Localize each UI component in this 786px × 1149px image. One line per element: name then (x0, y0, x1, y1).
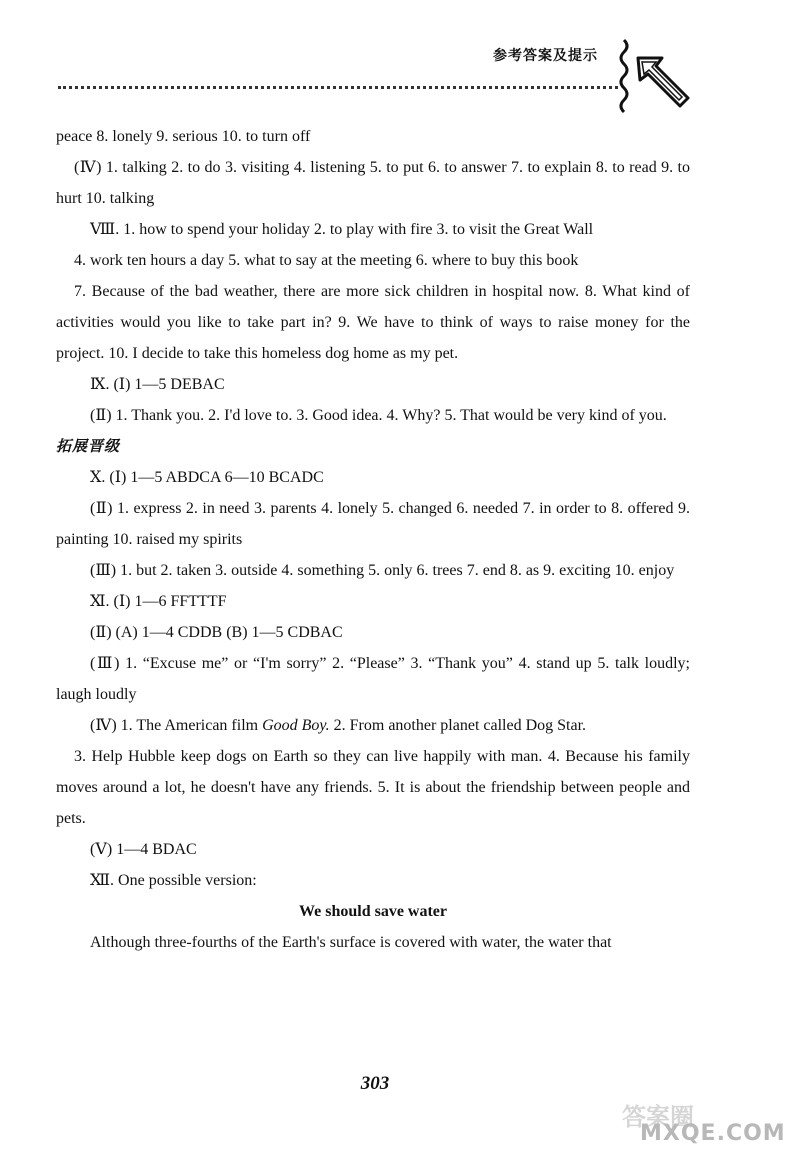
answer-text: (Ⅳ) 1. The American film (90, 717, 263, 734)
answer-line: (Ⅴ) 1—4 BDAC (90, 841, 197, 858)
watermark-text: MXQE.COM (640, 1121, 786, 1146)
answer-line: (Ⅱ) (A) 1—4 CDDB (B) 1—5 CDBAC (90, 624, 343, 641)
answer-line: (Ⅱ) 1. express 2. in need 3. parents 4. lonely 5. changed 6. needed 7. in order to 8. offered 9. painting 10. raised my spirits (56, 500, 690, 548)
watermark-glyphs: 答案圈 (622, 1103, 694, 1131)
answer-line: Ⅷ. 1. how to spend your holiday 2. to play with fire 3. to visit the Great Wall (90, 221, 594, 238)
header-dotted-rule (58, 86, 618, 89)
arrow-icon (616, 40, 694, 114)
answer-line: peace 8. lonely 9. serious 10. to turn off (56, 128, 311, 145)
essay-title: We should save water (299, 903, 447, 920)
answer-line (56, 710, 690, 741)
section-heading: 拓展晋级 (56, 437, 121, 455)
film-title: Good Boy. (262, 717, 330, 734)
answer-line: 4. work ten hours a day 5. what to say at the meeting 6. where to buy this book (74, 252, 579, 269)
essay-paragraph: Although three-fourths of the Earth's surface is covered with water, the water that (90, 934, 612, 951)
answer-line: (Ⅳ) 1. talking 2. to do 3. visiting 4. listening 5. to put 6. to answer 7. to explain 8. to read 9. to hurt 10. talking (56, 159, 690, 207)
answer-line: Ⅻ. One possible version: (90, 872, 257, 889)
answer-line: Ⅺ. (Ⅰ) 1—6 FFTTTF (90, 593, 227, 610)
running-header-title: 参考答案及提示 (493, 48, 598, 64)
answer-line: (Ⅲ) 1. “Excuse me” or “I'm sorry” 2. “Please” 3. “Thank you” 4. stand up 5. talk loudly; laugh loudly (56, 655, 690, 703)
answer-line: Ⅸ. (Ⅰ) 1—5 DEBAC (90, 376, 225, 393)
answer-line: (Ⅱ) 1. Thank you. 2. I'd love to. 3. Good idea. 4. Why? 5. That would be very kind of you. (90, 407, 667, 424)
page-number: 303 (360, 1073, 390, 1094)
answer-line: 3. Help Hubble keep dogs on Earth so they can live happily with man. 4. Because his family moves around a lot, he doesn't have any friends. 5. It is about the friendship between people and pets. (56, 748, 690, 827)
answer-line: 7. Because of the bad weather, there are more sick children in hospital now. 8. What kind of activities would you like to take part in? 9. We have to think of ways to raise money for the project. 10. I decide to take this homeless dog home as my pet. (56, 283, 690, 362)
answer-text: 2. From another planet called Dog Star. (329, 717, 587, 734)
answer-line: (Ⅲ) 1. but 2. taken 3. outside 4. something 5. only 6. trees 7. end 8. as 9. exciting 10. enjoy (90, 562, 675, 579)
answer-line: Ⅹ. (Ⅰ) 1—5 ABDCA 6—10 BCADC (90, 469, 324, 486)
answer-body (56, 121, 690, 958)
